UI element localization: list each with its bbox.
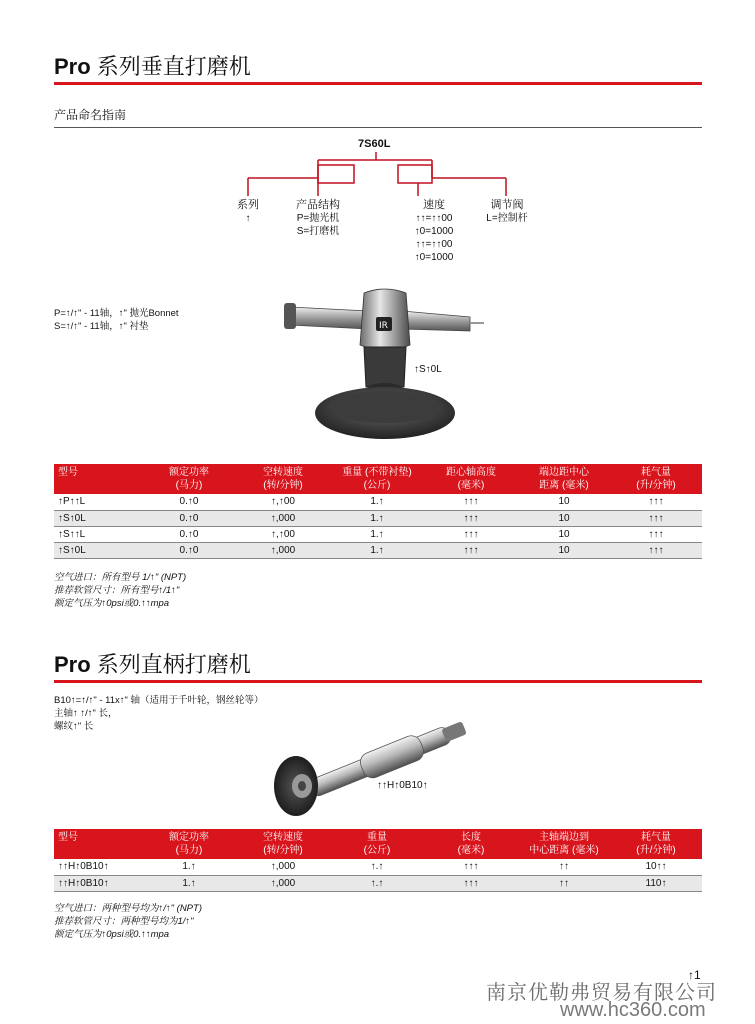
naming-series: 系列 ↑	[237, 199, 259, 224]
col-length: 长度 (毫米)	[424, 829, 518, 859]
naming-diagram-lines	[0, 0, 755, 300]
col-height: 距心轴高度 (毫米)	[424, 464, 518, 494]
cell: ↑↑↑	[424, 526, 518, 542]
straight-grinder-image	[268, 700, 484, 820]
col-power: 额定功率 (马力)	[142, 829, 236, 859]
table-row	[54, 542, 702, 558]
svg-text:IR: IR	[379, 321, 388, 331]
cell: ↑,000	[236, 510, 330, 526]
col-weight: 重量 (公斤)	[330, 829, 424, 859]
table-row	[54, 875, 702, 891]
section2-spindle-notes: B10↑=↑/↑" - 11x↑" 轴（适用于千叶轮，钢丝轮等） 主轴↑ ↑/↑" 长， 螺纹↑" 长	[54, 695, 264, 732]
cell: 10	[518, 526, 610, 542]
cell: 0.↑0	[142, 542, 236, 558]
cell-model: ↑↑H↑0B10↑	[54, 859, 142, 875]
cell: ↑,000	[236, 875, 330, 891]
cell: ↑,000	[236, 542, 330, 558]
vertical-grinder-image	[280, 285, 490, 455]
cell: 110↑	[610, 875, 702, 891]
cell-model: ↑S↑0L	[54, 542, 142, 558]
table-row	[54, 526, 702, 542]
col-spindle-distance: 主轴端边到 中心距离 (毫米)	[518, 829, 610, 859]
cell: ↑,↑00	[236, 494, 330, 510]
section2-red-rule	[54, 680, 702, 683]
naming-valve: 调节阀 L=控制杆	[486, 199, 528, 224]
cell: ↑↑	[518, 859, 610, 875]
cell: ↑↑↑	[424, 542, 518, 558]
cell: ↑,000	[236, 859, 330, 875]
cell-model: ↑S↑0L	[54, 510, 142, 526]
watermark-company: 南京优勒弗贸易有限公司	[486, 982, 717, 1004]
col-weight: 重量 (不带衬垫) (公斤)	[330, 464, 424, 494]
cell: 10	[518, 510, 610, 526]
col-air: 耗气量 (升/分钟)	[610, 829, 702, 859]
cell: ↑↑↑	[424, 510, 518, 526]
cell-model: ↑P↑↑L	[54, 494, 142, 510]
col-model: 型号	[54, 829, 142, 859]
vertical-grinder-label: ↑S↑0L	[414, 364, 442, 375]
cell: 10	[518, 494, 610, 510]
cell: ↑↑↑	[424, 494, 518, 510]
col-side: 端边距中心 距离 (毫米)	[518, 464, 610, 494]
cell-model: ↑↑H↑0B10↑	[54, 875, 142, 891]
cell: ↑↑↑	[610, 542, 702, 558]
table-row	[54, 510, 702, 526]
cell: 0.↑0	[142, 494, 236, 510]
col-speed: 空转速度 (转/分钟)	[236, 829, 330, 859]
col-air: 耗气量 (升/分钟)	[610, 464, 702, 494]
table-row	[54, 494, 702, 510]
cell: ↑↑↑	[610, 526, 702, 542]
cell: ↑↑↑	[610, 494, 702, 510]
cell: 1.↑	[330, 510, 424, 526]
cell: ↑↑↑	[424, 875, 518, 891]
cell: 0.↑0	[142, 510, 236, 526]
cell: 1.↑	[142, 875, 236, 891]
cell: ↑.↑	[330, 875, 424, 891]
col-model: 型号	[54, 464, 142, 494]
naming-structure: 产品结构 P=抛光机 S=打磨机	[296, 199, 340, 237]
straight-grinder-spec-table	[54, 829, 702, 892]
section1-title: Pro 系列垂直打磨机	[54, 54, 251, 79]
straight-grinder-label: ↑↑H↑0B10↑	[377, 780, 428, 791]
cell: ↑.↑	[330, 859, 424, 875]
cell: 1.↑	[142, 859, 236, 875]
table-row	[54, 859, 702, 875]
naming-speed: 速度 ↑↑=↑↑00 ↑0=1000 ↑↑=↑↑00 ↑0=1000	[414, 199, 454, 263]
col-speed: 空转速度 (转/分钟)	[236, 464, 330, 494]
cell: 10↑↑	[610, 859, 702, 875]
page-number: ↑1	[688, 968, 701, 982]
cell: 1.↑	[330, 526, 424, 542]
cell: ↑↑	[518, 875, 610, 891]
watermark-url: www.hc360.com	[560, 999, 706, 1021]
cell: 1.↑	[330, 542, 424, 558]
section1-notes: 空气进口：所有型号 1/↑" (NPT) 推荐软管尺寸：所有型号↑/1↑" 额定气压为↑0psi或0.↑↑mpa	[54, 572, 187, 609]
table-header-row	[54, 464, 702, 494]
section1-spindle-notes: P=↑/↑" - 11轴，↑" 抛光Bonnet S=↑/↑" - 11轴，↑" 衬垫	[54, 308, 179, 332]
cell: 10	[518, 542, 610, 558]
cell: 0.↑0	[142, 526, 236, 542]
cell-model: ↑S↑↑L	[54, 526, 142, 542]
cell: ↑↑↑	[424, 859, 518, 875]
cell: ↑↑↑	[610, 510, 702, 526]
model-code: 7S60L	[358, 138, 391, 150]
section2-notes: 空气进口：两种型号均为↑/↑" (NPT) 推荐软管尺寸：两种型号均为1/↑" 额定气压为↑0psi或0.↑↑mpa	[54, 903, 202, 940]
vertical-grinder-spec-table	[54, 464, 702, 559]
section2-title: Pro 系列直柄打磨机	[54, 652, 251, 677]
col-power: 额定功率 (马力)	[142, 464, 236, 494]
cell: 1.↑	[330, 494, 424, 510]
table-header-row	[54, 829, 702, 859]
cell: ↑,↑00	[236, 526, 330, 542]
naming-guide-heading: 产品命名指南	[54, 108, 127, 122]
